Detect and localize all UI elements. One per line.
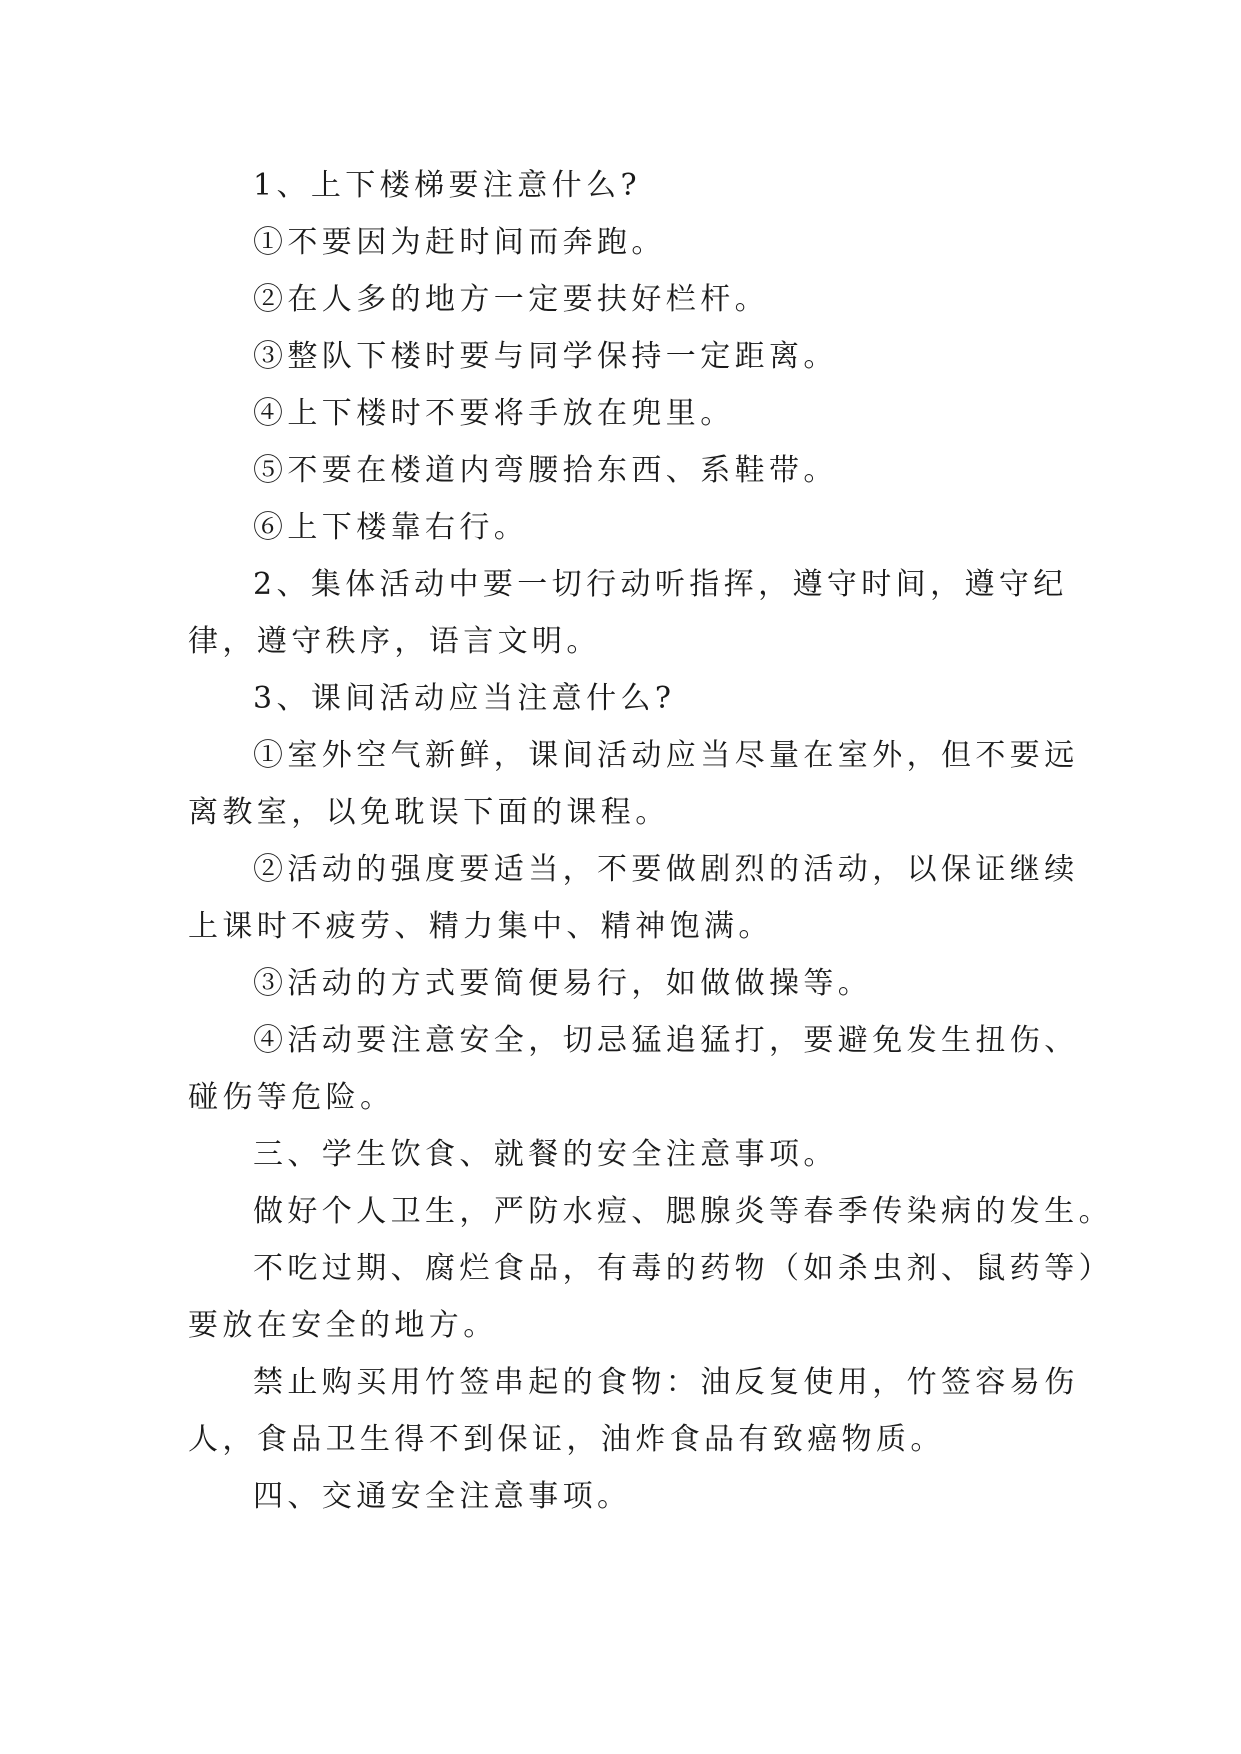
break-tip-1-cont: 离教室，以免耽误下面的课程。 [188, 795, 670, 830]
hygiene-paragraph: 做好个人卫生，严防水痘、腮腺炎等春季传染病的发生。 [253, 1194, 1113, 1229]
question-break-activity: 3、课间活动应当注意什么? [253, 681, 676, 716]
stairs-tip-5: ⑤不要在楼道内弯腰拾东西、系鞋带。 [253, 453, 838, 488]
break-tip-2-cont: 上课时不疲劳、精力集中、精神饱满。 [188, 909, 773, 944]
break-tip-1: ①室外空气新鲜，课间活动应当尽量在室外，但不要远 [253, 738, 1079, 773]
skewer-food-paragraph-cont: 人，食品卫生得不到保证，油炸食品有致癌物质。 [188, 1422, 945, 1457]
section-three-heading: 三、学生饮食、就餐的安全注意事项。 [253, 1137, 838, 1172]
question-stairs: 1、上下楼梯要注意什么? [253, 168, 641, 203]
expired-food-paragraph: 不吃过期、腐烂食品，有毒的药物（如杀虫剂、鼠药等） [253, 1251, 1113, 1286]
break-tip-4-cont: 碰伤等危险。 [188, 1080, 395, 1115]
group-activity-paragraph: 2、集体活动中要一切行动听指挥，遵守时间，遵守纪 [253, 567, 1068, 602]
section-four-heading: 四、交通安全注意事项。 [253, 1479, 632, 1514]
skewer-food-paragraph: 禁止购买用竹签串起的食物：油反复使用，竹签容易伤 [253, 1365, 1079, 1400]
stairs-tip-1: ①不要因为赶时间而奔跑。 [253, 225, 666, 260]
stairs-tip-3: ③整队下楼时要与同学保持一定距离。 [253, 339, 838, 374]
stairs-tip-2: ②在人多的地方一定要扶好栏杆。 [253, 282, 769, 317]
break-tip-4: ④活动要注意安全，切忌猛追猛打，要避免发生扭伤、 [253, 1023, 1079, 1058]
expired-food-paragraph-cont: 要放在安全的地方。 [188, 1308, 498, 1343]
stairs-tip-6: ⑥上下楼靠右行。 [253, 510, 529, 545]
group-activity-paragraph-cont: 律，遵守秩序，语言文明。 [188, 624, 601, 659]
stairs-tip-4: ④上下楼时不要将手放在兜里。 [253, 396, 735, 431]
break-tip-2: ②活动的强度要适当，不要做剧烈的活动，以保证继续 [253, 852, 1079, 887]
break-tip-3: ③活动的方式要简便易行，如做做操等。 [253, 966, 873, 1001]
